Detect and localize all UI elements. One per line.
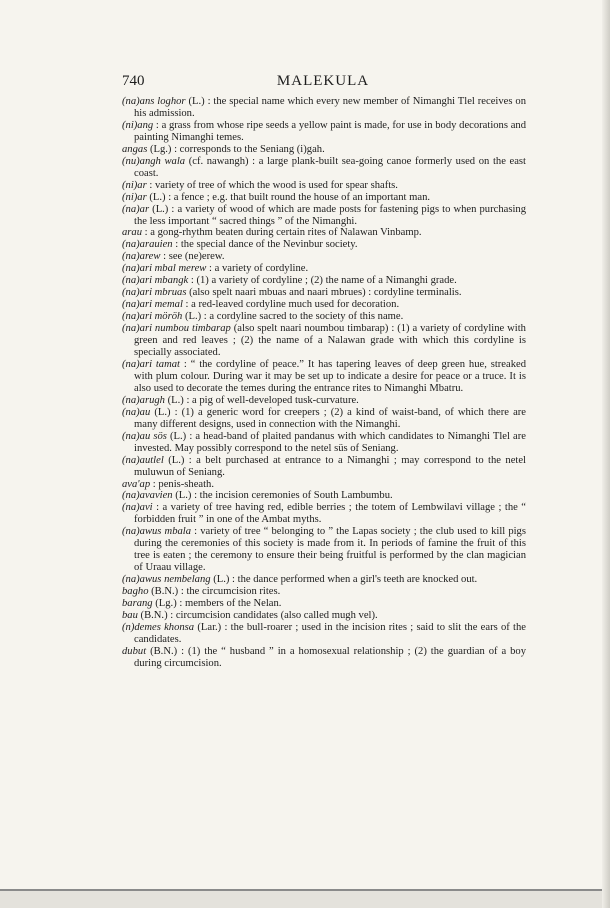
entry-term: (na)ari mbal merew [122, 263, 207, 275]
entry-definition: (L.) : (1) a generic word for creepers ; (2) a kind of waist-band, of which there are many different designs, used in connection with the Nimanghi. [134, 406, 526, 430]
entry-term: (na)ari mbangk [122, 275, 189, 287]
entry-definition: (Lg.) : members of the Nelan. [152, 598, 282, 610]
entry-term: barang [122, 598, 153, 610]
glossary-entry [122, 96, 526, 120]
glossary-entry [122, 192, 526, 204]
entry-term: angas [122, 143, 148, 155]
entry-definition: : a grass from whose ripe seeds a yellow paint is made, for use in body decorations and painting Nimanghi temes. [134, 119, 526, 143]
glossary-entry [122, 180, 526, 192]
entry-term: arau [122, 227, 143, 239]
glossary-entry [122, 490, 526, 502]
running-title: MALEKULA [276, 73, 370, 89]
glossary-entry [122, 598, 526, 610]
glossary-entry [122, 299, 526, 311]
glossary-entry [122, 479, 526, 491]
entry-term: (na)ari mbruas [122, 287, 187, 299]
entry-definition: (L.) : a pig of well-developed tusk-curvature. [164, 394, 359, 406]
entry-term: (na)ari memal [122, 299, 183, 311]
entry-definition: (L.) : a head-band of plaited pandanus with which candidates to Nimanghi Tlel are invested. May possibly correspond to the netel süs of Seniang. [134, 430, 526, 454]
entry-definition: (L.) : a belt purchased at entrance to a Nimanghi ; may correspond to the netel muluwun of Seniang. [134, 454, 526, 478]
entry-definition: : a variety of cordyline. [206, 263, 309, 275]
entry-term: (na)ari tamat [122, 358, 180, 370]
entry-definition: : penis-sheath. [150, 478, 214, 490]
glossary-entry [122, 526, 526, 574]
entry-definition: : variety of tree “ belonging to ” the Lapas society ; the club used to kill pigs during the ceremonies of this society is made from it. In periods of famine the fruit of this tree is eaten ; the ceremony to ensure their being fruitful is performed by the clan magician of Uraau village. [134, 526, 526, 574]
glossary-entry [122, 275, 526, 287]
entry-term: (n)demes khonsa [122, 621, 195, 633]
entry-definition: : see (ne)erew. [160, 251, 225, 263]
entry-term: (ni)ar [122, 191, 147, 203]
glossary-entry [122, 120, 526, 144]
glossary-entry [122, 251, 526, 263]
glossary-entry [122, 395, 526, 407]
entry-term: (na)arauien [122, 239, 173, 251]
entry-definition: (also spelt naari noumbou timbarap) : (1) a variety of cordyline with green and red leaves ; (2) the name of a Nalawan grade with which this cordyline is specially associated. [134, 323, 526, 359]
entry-definition: : a variety of tree having red, edible berries ; the totem of Lembwilavi village ; the “ forbidden fruit ” in one of the Ambat myths. [134, 502, 526, 526]
entry-term: ava'ap [122, 478, 151, 490]
scan-shadow [0, 891, 610, 908]
glossary-entry [122, 431, 526, 455]
glossary-entry [122, 323, 526, 359]
entry-term: (na)arew [122, 251, 161, 263]
entry-definition: (L.) : the special name which every new member of Nimanghi Tlel receives on his admission. [134, 96, 526, 119]
glossary-entry [122, 574, 526, 586]
entry-term: bagho [122, 586, 149, 598]
entry-term: bau [122, 609, 138, 621]
entry-term: (na)arugh [122, 394, 165, 406]
glossary-entry [122, 144, 526, 156]
entry-term: (na)au [122, 406, 151, 418]
glossary-entry [122, 622, 526, 646]
entry-term: (na)avi [122, 502, 153, 514]
entry-definition: (cf. nawangh) : a large plank-built sea-going canoe formerly used on the east coast. [134, 155, 526, 179]
glossary-entry [122, 407, 526, 431]
book-spine-shadow [602, 0, 610, 908]
page-header [122, 73, 524, 95]
page-number: 740 [122, 73, 145, 89]
entry-definition: (Lg.) : corresponds to the Seniang (i)gah. [147, 143, 325, 155]
entry-definition: : “ the cordyline of peace.” It has tapering leaves of deep green hue, streaked with plum colour. During war it may be set up to indicate a desire for peace or a truce. It is also used to decorate the temes during the entrance rites to Nimanghi Mbatru. [134, 358, 526, 394]
glossary-entry [122, 502, 526, 526]
entry-definition: (also spelt naari mbuas and naari mbrues) : cordyline terminalis. [186, 287, 462, 299]
glossary-entry [122, 227, 526, 239]
glossary-entry [122, 156, 526, 180]
entry-definition: (L.) : a variety of wood of which are made posts for fastening pigs to when purchasing the less important “ sacred things ” of the Nimanghi. [134, 203, 526, 227]
entry-term: (ni)ar [122, 179, 147, 191]
glossary-entry [122, 287, 526, 299]
entry-definition: : a gong-rhythm beaten during certain rites of Nalawan Vinbamp. [142, 227, 422, 239]
glossary-entry [122, 204, 526, 228]
glossary-entry [122, 646, 526, 670]
entry-definition: (Lar.) : the bull-roarer ; used in the incision rites ; said to slit the ears of the candidates. [134, 621, 526, 645]
entry-definition: (B.N.) : circumcision candidates (also called mugh vel). [137, 609, 378, 621]
entry-term: (na)ari möröh [122, 311, 183, 323]
glossary-entry [122, 455, 526, 479]
entry-definition: (L.) : a fence ; e.g. that built round the house of an important man. [146, 191, 431, 203]
entry-term: dubut [122, 645, 147, 657]
entry-term: (na)awus nembelang [122, 574, 211, 586]
entry-term: (na)ari numbou timbarap [122, 323, 231, 335]
glossary-entry [122, 610, 526, 622]
entry-term: (na)ans loghor [122, 96, 186, 107]
glossary-entry [122, 586, 526, 598]
glossary-entry [122, 359, 526, 395]
entry-term: (na)ar [122, 203, 150, 215]
entry-term: (nu)angh wala [122, 155, 186, 167]
entry-definition: (L.) : a cordyline sacred to the society of this name. [182, 311, 404, 323]
entry-definition: (B.N.) : (1) the “ husband ” in a homosexual relationship ; (2) the guardian of a boy during circumcision. [134, 645, 526, 669]
entry-term: (na)autlel [122, 454, 164, 466]
entry-definition: : a red-leaved cordyline much used for decoration. [182, 299, 400, 311]
entry-definition: : (1) a variety of cordyline ; (2) the name of a Nimanghi grade. [188, 275, 457, 287]
entry-term: (na)awus mbala [122, 526, 192, 538]
entry-definition: (L.) : the dance performed when a girl's teeth are knocked out. [210, 574, 478, 586]
glossary-entry [122, 311, 526, 323]
entry-definition: : the special dance of the Nevinbur society. [172, 239, 358, 251]
entry-term: (ni)ang [122, 119, 154, 131]
entry-definition: (B.N.) : the circumcision rites. [148, 586, 281, 598]
glossary-entry [122, 239, 526, 251]
entry-term: (na)au sös [122, 430, 167, 442]
glossary-entries [122, 96, 526, 670]
entry-term: (na)avavien [122, 490, 173, 502]
entry-definition: (L.) : the incision ceremonies of South Lambumbu. [172, 490, 393, 502]
glossary-entry [122, 263, 526, 275]
entry-definition: : variety of tree of which the wood is used for spear shafts. [146, 179, 398, 191]
